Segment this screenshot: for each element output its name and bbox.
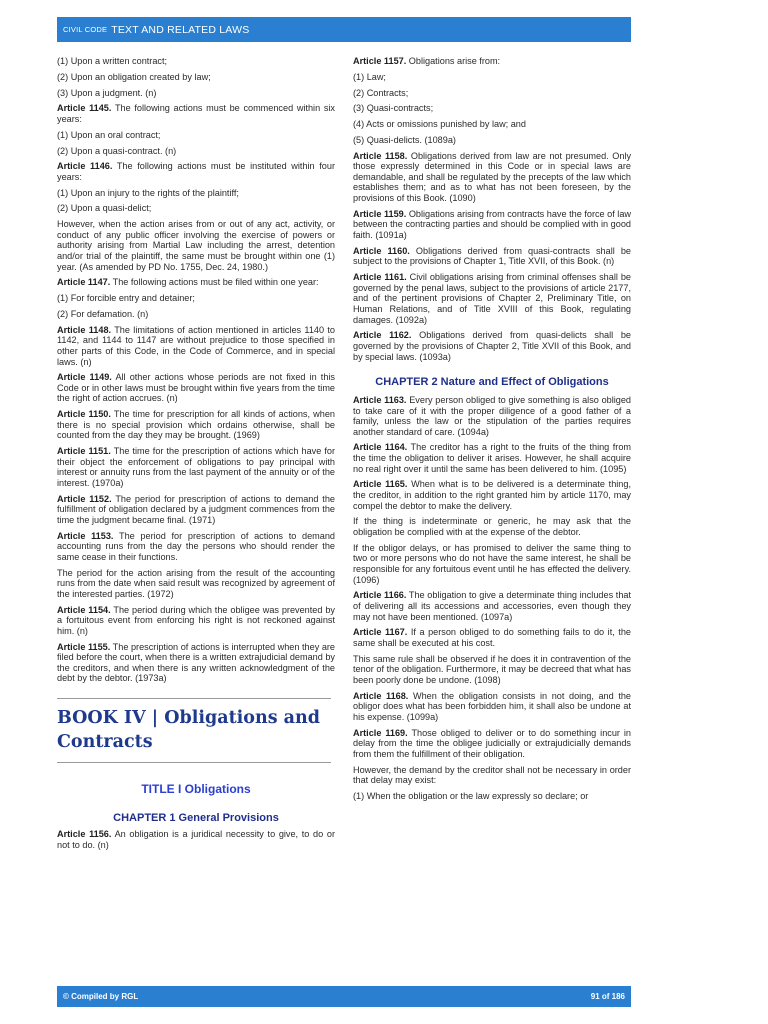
article-number: Article 1146. [57, 161, 113, 172]
paragraph-text: Obligations derived from quasi-contracts shall be subject to the provisions of Chapter 1, Title XVII, of this Book. (n) [353, 245, 631, 267]
paragraph-text: (2) Upon an obligation created by law; [57, 71, 211, 82]
chapter-1-heading: CHAPTER 1 General Provisions [113, 811, 279, 824]
paragraph-text: (3) Quasi-contracts; [353, 103, 434, 114]
paragraph-text: The following actions must be commenced within six years: [57, 103, 335, 124]
article-number: Article 1163. [353, 394, 407, 405]
paragraph-text: (4) Acts or omissions punished by law; and [353, 119, 526, 130]
text-paragraph [57, 309, 335, 320]
paragraph-text: Obligations derived from quasi-delicts shall be governed by the provisions of Chapter 2, Title XVII of this Book, and by special laws. (1093a) [353, 330, 631, 362]
text-paragraph [353, 791, 631, 802]
article-paragraph [57, 409, 335, 441]
paragraph-text: (1) Upon a written contract; [57, 56, 168, 66]
paragraph-text: If a person obliged to do something fails to do it, the same shall be executed at his cost. [353, 627, 631, 648]
paragraph-text: However, when the action arises from or out of any act, activity, or conduct of any public officer involving the exercise of powers or authority arising from Martial Law including the arrest, detention and/or trial of the plaintiff, the same must be brought within one (1) year. (As amended by PD No. 1755, Dec. 24, 1980.) [57, 219, 335, 272]
paragraph-text: (1) When the obligation or the law expressly so declare; or [353, 790, 589, 801]
article-paragraph [353, 627, 631, 648]
article-number: Article 1160. [353, 245, 410, 256]
article-number: Article 1149. [57, 372, 112, 383]
article-number: Article 1155. [57, 641, 111, 652]
paragraph-text: (1) Law; [353, 71, 386, 82]
article-paragraph [353, 209, 631, 241]
paragraph-text: The following actions must be instituted within four years: [57, 161, 335, 182]
paragraph-text: Obligations derived from law are not presumed. Only those expressly determined in this Code or in special laws are demandable, and shall be regulated by the precepts of the law which establishes them; and as to what has not been foreseen, by the provisions of this Book. (1090) [353, 150, 632, 204]
text-paragraph [57, 188, 335, 199]
text-paragraph [353, 119, 631, 130]
paragraph-text: Those obliged to deliver or to do something incur in delay from the time the obligee judicially or extrajudicially demands from them the fulfillment of their obligation. [353, 727, 631, 759]
text-paragraph [57, 203, 335, 214]
article-paragraph [57, 605, 335, 637]
right-paragraphs-1 [353, 56, 631, 362]
article-number: Article 1167. [353, 627, 408, 638]
article-paragraph [353, 728, 631, 760]
paragraph-text: The following actions must be filed within one year: [110, 277, 319, 288]
paragraph-text: (1) Upon an injury to the rights of the plaintiff; [57, 187, 239, 198]
paragraph-text: Every person obliged to give something is also obliged to take care of it with the proper diligence of a good father of a family, unless the law or the stipulation of the parties requires another standard of care. (1094a) [353, 394, 632, 437]
paragraph-text: The obligation to give a determinate thing includes that of delivering all its accessions and accessories, even though they may not have been mentioned. (1097a) [353, 590, 631, 622]
article-paragraph [353, 691, 631, 723]
text-paragraph [57, 293, 335, 304]
paragraph-text: This same rule shall be observed if he does it in contravention of the tenor of the obligation. Furthermore, it may be decreed that what has been poorly done be undone. (1098) [353, 653, 631, 685]
paragraph-text: (1) For forcible entry and detainer; [57, 293, 195, 304]
text-paragraph [57, 146, 335, 157]
article-paragraph [353, 479, 631, 511]
right-paragraphs-2 [353, 395, 631, 802]
article-paragraph [353, 272, 631, 325]
left-paragraphs [57, 56, 335, 684]
paragraph-text: (2) Upon a quasi-contract. (n) [57, 145, 177, 156]
article-paragraph [57, 372, 335, 404]
article-paragraph [353, 151, 631, 204]
text-paragraph [353, 135, 631, 146]
article-paragraph [353, 395, 631, 437]
text-paragraph [353, 103, 631, 114]
article-number: Article 1152. [57, 493, 112, 504]
article-paragraph [57, 277, 335, 288]
article-paragraph [57, 494, 335, 526]
article-paragraph [57, 642, 335, 684]
paragraph-text: When the obligation consists in not doing, and the obligor does what has been forbidden him, it shall also be undone at his expense. (1099a) [353, 690, 632, 722]
paragraph-text: The period for prescription of actions to demand accounting runs from the day the persons who should render the same cease in their functions. [57, 530, 335, 562]
paragraph-text: (1) Upon an oral contract; [57, 129, 161, 140]
article-paragraph [57, 161, 335, 182]
paragraph-text: When what is to be delivered is a determinate thing, the creditor, in addition to the right granted him by article 1170, may compel the debtor to make the delivery. [353, 479, 631, 511]
paragraph-text: Civil obligations arising from criminal offenses shall be governed by the penal laws, subject to the provisions of article 2177, and of the pertinent provisions of Chapter 2, Preliminary Title, on Human Relations, and of Title XVIII of this Book, regulating damages. (1092a) [353, 272, 631, 325]
paragraph-text: The period for prescription of actions to demand the fulfillment of obligation declared by a judgment commences from the time the judgment became final. (1971) [57, 493, 335, 525]
text-paragraph [353, 88, 631, 99]
text-paragraph [57, 88, 335, 99]
article-number: Article 1150. [57, 409, 111, 420]
article-number: Article 1154. [57, 604, 111, 615]
header-title: TEXT AND RELATED LAWS [111, 23, 250, 36]
text-paragraph [57, 219, 335, 272]
article-paragraph [57, 446, 335, 488]
paragraph-text: Obligations arise from: [406, 56, 501, 66]
chapter-2-heading: CHAPTER 2 Nature and Effect of Obligations [375, 376, 609, 389]
article-paragraph [353, 590, 631, 622]
text-paragraph [57, 56, 335, 67]
article-number: Article 1161. [353, 272, 407, 283]
paragraph-text: (5) Quasi-delicts. (1089a) [353, 134, 456, 145]
article-number: Article 1156. [57, 829, 112, 840]
article-number: Article 1157. [353, 56, 407, 66]
paragraph-text: The limitations of action mentioned in articles 1140 to 1142, and 1144 to 1147 are without prejudice to those specified in other parts of this Code, in the Code of Commerce, and in special laws. (n) [57, 324, 335, 367]
paragraph-text: (3) Upon a judgment. (n) [57, 87, 157, 98]
article-paragraph [353, 56, 631, 67]
paragraph-text: If the thing is indeterminate or generic, he may ask that the obligation be complied with at the expense of the debtor. [353, 516, 631, 537]
article-paragraph [57, 531, 335, 563]
paragraph-text: The time for the prescription of actions which have for their object the enforcement of obligations to pay principal with interest or annuity runs from the last payment of the annuity or of the interest. (1970a) [57, 446, 336, 488]
book-title: BOOK IV | Obligations and Contracts [57, 708, 320, 753]
paragraph-text: The prescription of actions is interrupted when they are filed before the court, when there is a written extrajudicial demand by the creditors, and when there is any written acknowledgment of the debt by the debtor. (1973a) [57, 641, 336, 684]
paragraph-text: If the obligor delays, or has promised to deliver the same thing to two or more persons who do not have the same interest, he shall be responsible for any fortuitous event until he has effected the delivery. (1096) [353, 542, 631, 585]
paragraph-text: The creditor has a right to the fruits of the thing from the time the obligation to deliver it arises. However, he shall acquire no real right over it until the same has been delivered to him. (1095) [353, 442, 631, 474]
article-1156 [57, 829, 335, 850]
article-number: Article 1164. [353, 442, 408, 453]
text-paragraph [57, 568, 335, 600]
text-paragraph [353, 765, 631, 786]
text-paragraph [353, 543, 631, 585]
article-paragraph [57, 103, 335, 124]
article-number: Article 1151. [57, 446, 111, 457]
article-text: An obligation is a juridical necessity to give, to do or not to do. (n) [57, 829, 336, 850]
text-paragraph [57, 130, 335, 141]
paragraph-text: (2) Upon a quasi-delict; [57, 203, 152, 214]
text-paragraph [353, 654, 631, 686]
article-number: Article 1165. [353, 479, 408, 490]
article-number: Article 1147. [57, 277, 111, 288]
article-number: Article 1145. [57, 103, 112, 114]
text-paragraph [353, 72, 631, 83]
article-number: Article 1169. [353, 727, 408, 738]
paragraph-text: The period for the action arising from the result of the accounting runs from the date when said result was recognized by agreement of the interested parties. (1972) [57, 567, 335, 599]
paragraph-text: However, the demand by the creditor shall not be necessary in order that delay may exist: [353, 764, 631, 786]
article-number: Article 1158. [353, 150, 408, 161]
article-paragraph [57, 325, 335, 367]
article-number: Article 1153. [57, 530, 114, 541]
text-paragraph [57, 72, 335, 83]
page-header [57, 17, 631, 42]
article-number: Article 1162. [353, 330, 412, 341]
paragraph-text: Obligations arising from contracts have the force of law between the contracting parties and should be complied with in good faith. (1091a) [353, 208, 632, 241]
text-paragraph [353, 516, 631, 537]
paragraph-text: (2) For defamation. (n) [57, 308, 149, 319]
paragraph-text: (2) Contracts; [353, 87, 409, 98]
article-number: Article 1148. [57, 324, 112, 335]
article-number: Article 1166. [353, 590, 407, 601]
article-paragraph [353, 246, 631, 267]
paragraph-text: All other actions whose periods are not fixed in this Code or in other laws must be brought within five years from the time the right of action accrues. (n) [57, 372, 335, 404]
article-number: Article 1168. [353, 690, 409, 701]
paragraph-text: The period during which the obligee was prevented by a fortuitous event from enforcing his right is not reckoned against him. (n) [57, 604, 335, 636]
paragraph-text: The time for prescription for all kinds of actions, when there is no special provision which ordains otherwise, shall be counted from the day they may be brought. (1969) [57, 409, 336, 441]
title-heading: TITLE I Obligations [141, 782, 251, 797]
left-column [57, 56, 335, 856]
right-column [353, 56, 631, 807]
article-paragraph [353, 330, 631, 362]
footer-page-number: 91 of 186 [590, 992, 625, 1001]
footer-compiled-by: © Compiled by RGL [63, 992, 139, 1001]
page-footer [57, 986, 631, 1007]
article-paragraph [353, 442, 631, 474]
header-code-label: CIVIL CODE [63, 25, 108, 34]
article-number: Article 1159. [353, 208, 407, 219]
